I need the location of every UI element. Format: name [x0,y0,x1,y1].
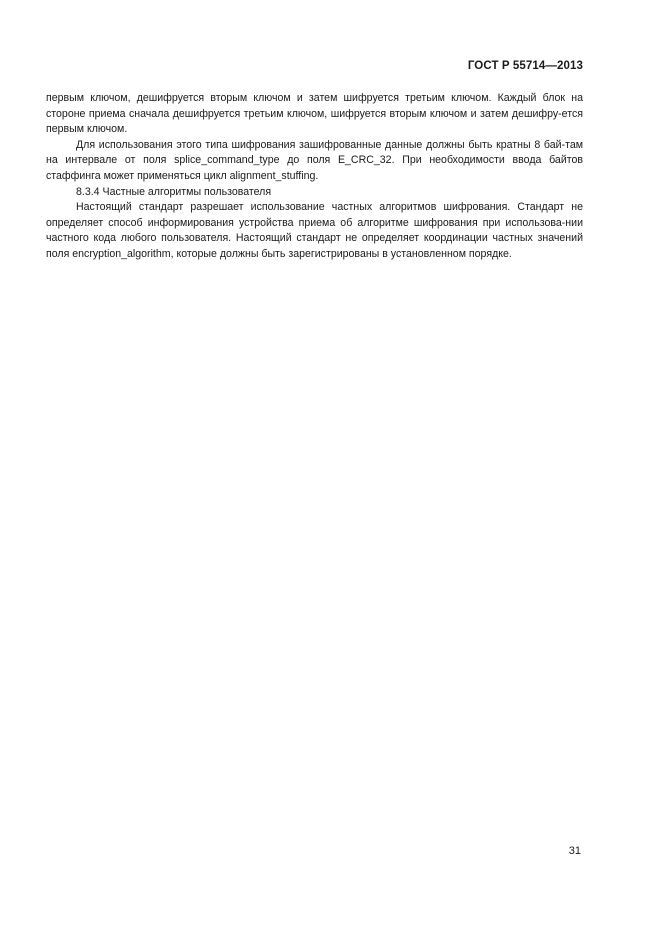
paragraph-private-algorithms: Настоящий стандарт разрешает использование частных алгоритмов шифрования. Стандарт не определяет способ информирования устройства приема об алгоритме шифрования при использова-нии частного кода любого пользователя. Настоящий стандарт не определяет координации частных значений поля encryption_algorithm, которые должны быть зарегистрированы в установленном порядке. [46,201,583,260]
standard-id-header: ГОСТ Р 55714—2013 [467,60,583,72]
paragraph-continuation: первым ключом, дешифруется вторым ключом и затем шифруется третьим ключом. Каждый блок на стороне приема сначала дешифруется третьим ключом, шифруется вторым ключом и затем дешифру-ется первым ключом. [46,92,583,136]
paragraph-encryption-usage: Для использования этого типа шифрования зашифрованные данные должны быть кратны 8 бай-там на интервале от поля splice_command_type до поля E_CRC_32. При необходимости ввода байтов стаффинга может применяться цикл alignment_stuffing. [46,138,583,182]
body-text [46,91,583,263]
page-number: 31 [568,845,581,857]
section-heading-private-algorithms: 8.3.4 Частные алгоритмы пользователя [76,185,272,198]
